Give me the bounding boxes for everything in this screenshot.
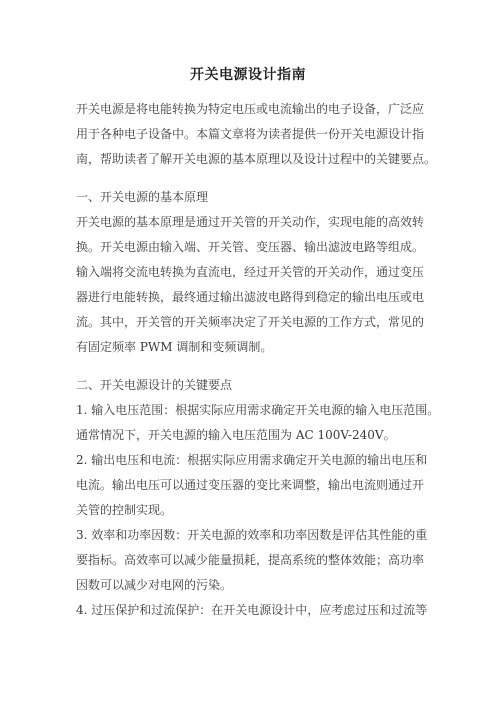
list-item-line: 通常情况下，开关电源的输入电压范围为 AC 100V-240V。 [76,428,396,442]
paragraph-line: 器进行电能转换，最终通过输出滤波电路得到稳定的输出电压或电 [76,290,425,304]
paragraph-line: 开关电源是将电能转换为特定电压或电流输出的电子设备，广泛应 [76,102,425,116]
list-item-line: 电流。输出电压可以通过变压器的变比来调整，输出电流则通过开 [76,478,425,492]
paragraph-line: 输入端将交流电转换为直流电，经过开关管的开关动作，通过变压 [76,265,425,279]
list-item-line: 1. 输入电压范围：根据实际应用需求确定开关电源的输入电压范围。 [76,403,440,417]
document-title: 开关电源设计指南 [190,67,306,83]
paragraph-line: 开关电源的基本原理是通过开关管的开关动作，实现电能的高效转 [76,215,425,229]
list-item-line: 关管的控制实现。 [76,503,173,517]
paragraph-line: 换。开关电源由输入端、开关管、变压器、输出滤波电路等组成。 [76,240,425,254]
list-item-line: 要指标。高效率可以减少能量损耗，提高系统的整体效能；高功率 [76,553,425,567]
list-item-line: 3. 效率和功率因数：开关电源的效率和功率因数是评估其性能的重 [76,528,428,542]
list-item-line: 因数可以减少对电网的污染。 [76,578,233,592]
paragraph-line: 南，帮助读者了解开关电源的基本原理以及设计过程中的关键要点。 [76,152,437,166]
paragraph-line: 流。其中，开关管的开关频率决定了开关电源的工作方式，常见的 [76,315,425,329]
list-item-line: 4. 过压保护和过流保护：在开关电源设计中，应考虑过压和过流等 [76,603,428,617]
section-heading: 一、开关电源的基本原理 [76,190,209,204]
paragraph-line: 用于各种电子设备中。本篇文章将为读者提供一份开关电源设计指 [76,127,425,141]
paragraph-line: 有固定频率 PWM 调制和变频调制。 [76,340,273,354]
section-heading: 二、开关电源设计的关键要点 [76,378,233,392]
list-item-line: 2. 输出电压和电流：根据实际应用需求确定开关电源的输出电压和 [76,453,428,467]
